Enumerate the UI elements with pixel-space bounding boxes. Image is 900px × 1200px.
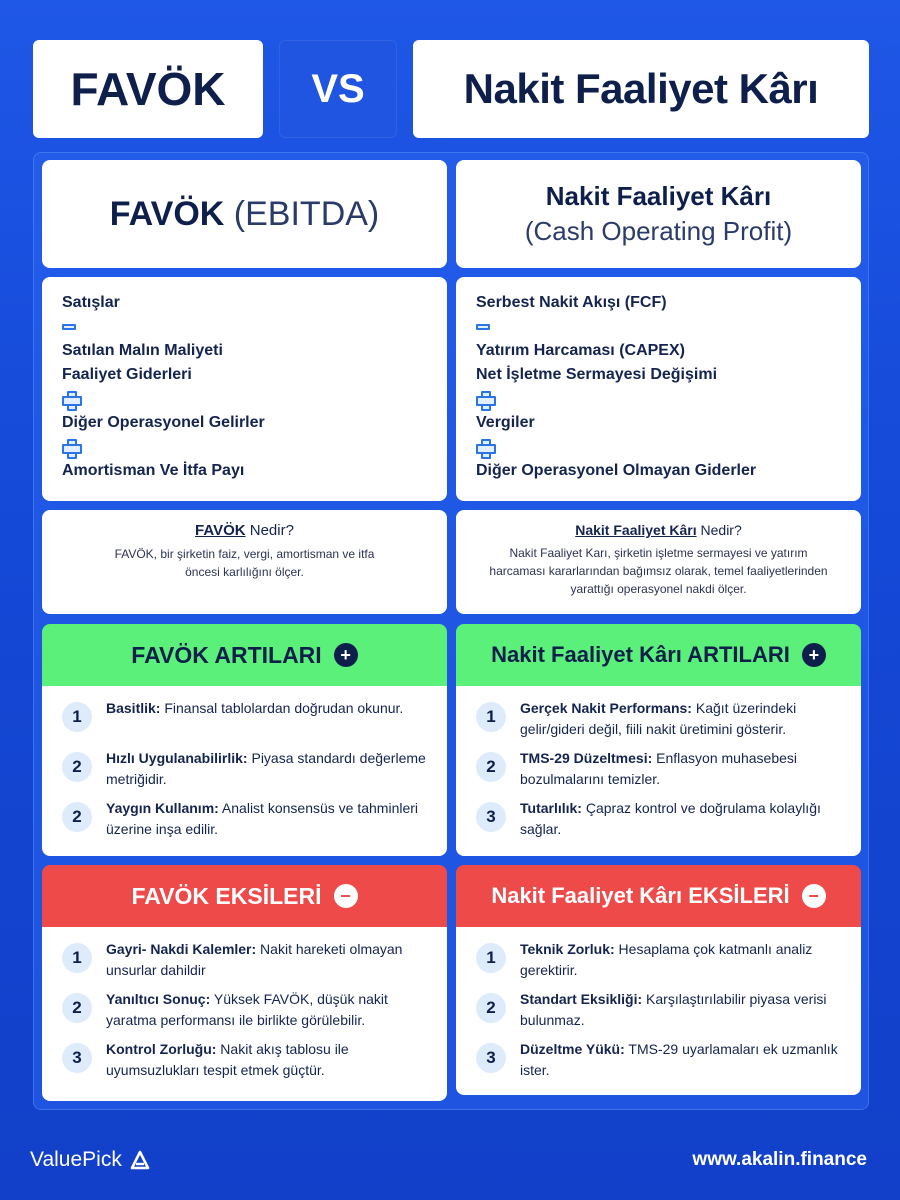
list-item [62,939,431,989]
right-definition-text: Nakit Faaliyet Karı, şirketin işletme sermayesi ve yatırım harcaması kararlarından bağımsız olarak, temel faaliyetlerinden yarattığı operasyonel nakdi ölçer. [489,546,828,596]
right-pros-list [456,686,861,856]
item-number: 1 [62,943,92,973]
valuepick-logo-icon [130,1150,150,1170]
item-number: 3 [476,1043,506,1073]
left-formula-card [42,277,447,501]
plus-operator [476,435,841,459]
list-item [476,1039,845,1089]
item-number: 2 [62,752,92,782]
website-link[interactable]: www.akalin.finance [692,1149,867,1170]
item-description: Piyasa standardı değerleme metriğidir. [106,750,426,787]
list-item [476,939,845,989]
right-cons-list [456,927,861,1095]
formula-term: Amortisman Ve İtfa Payı [62,462,245,479]
left-cons-title: FAVÖK EKSİLERİ [131,882,322,909]
formula-term: Diğer Operasyonel Gelirler [62,414,265,431]
item-text [106,989,431,1031]
formula-term: Serbest Nakit Akışı (FCF) [476,294,667,311]
list-item [62,748,431,798]
right-header-subtitle: (Cash Operating Profit) [524,216,793,246]
plus-icon [62,439,78,455]
left-cons-list [42,927,447,1101]
minus-circle-icon: − [802,884,826,908]
left-pros-title: FAVÖK ARTILARI [131,641,322,668]
minus-icon [62,324,76,330]
minus-circle-icon: − [334,884,358,908]
title-vs: VS [279,40,397,138]
item-label: Hızlı Uygulanabilirlik: [106,750,248,766]
definition-title-rest: Nedir? [696,522,742,538]
item-number: 2 [476,993,506,1023]
item-description: Çapraz kontrol ve doğrulama kolaylığı sağlar. [520,800,821,837]
item-number: 2 [476,752,506,782]
minus-icon [476,324,490,330]
item-label: Teknik Zorluk: [520,941,615,957]
left-header-card [42,160,447,268]
list-item [62,798,431,848]
item-text [520,748,845,790]
definition-title-rest: Nedir? [245,522,294,539]
left-header-title [110,195,380,234]
list-item [476,748,845,798]
item-text [106,798,431,840]
minus-operator [476,315,841,339]
plus-circle-icon: + [334,643,358,667]
item-description: TMS-29 uyarlamaları ek uzmanlık ister. [520,1041,838,1078]
left-pros-list [42,686,447,856]
title-favok: FAVÖK [33,40,263,138]
list-item [476,798,845,848]
item-text [520,989,845,1031]
definition-term: Nakit Faaliyet Kârı [575,522,697,538]
definition-term: FAVÖK [195,522,246,539]
formula-term: Satılan Malın Maliyeti [62,342,223,359]
item-description: Enflasyon muhasebesi bozulmalarını temizler. [520,750,798,787]
plus-circle-icon: + [802,643,826,667]
right-cons-title: Nakit Faaliyet Kârı EKSİLERİ [491,883,790,908]
item-description: Analist konsensüs ve tahminleri üzerine inşa edilir. [106,800,419,837]
formula-term: Diğer Operasyonel Olmayan Giderler [476,462,757,479]
item-label: Kontrol Zorluğu: [106,1041,217,1057]
item-text [520,798,845,840]
item-description: Kağıt üzerindeki gelir/gideri değil, fiili nakit üretimini gösterir. [520,700,797,737]
left-pros-header [42,624,447,686]
plus-icon [476,439,492,455]
item-text [106,939,431,981]
item-text [520,1039,845,1081]
right-definition-title [476,522,841,538]
item-number: 2 [62,993,92,1023]
minus-operator [62,315,427,339]
list-item [62,698,431,748]
item-description: Karşılaştırılabilir piyasa verisi bulunmaz. [520,991,827,1028]
item-number: 2 [62,802,92,832]
item-description: Hesaplama çok katmanlı analiz gerektirir. [520,941,813,978]
item-number: 1 [476,702,506,732]
right-pros-header [456,624,861,686]
item-text [520,939,845,981]
formula-term: Vergiler [476,414,535,431]
item-label: Tutarlılık: [520,800,582,816]
formula-term: Satışlar [62,294,120,311]
item-description: Nakit hareketi olmayan unsurlar dahildir [106,941,403,978]
plus-icon [476,391,492,407]
left-cons-header [42,865,447,927]
item-text [106,748,431,790]
item-text [106,698,403,719]
formula-term: Yatırım Harcaması (CAPEX) [476,342,685,359]
item-description: Yüksek FAVÖK, düşük nakit yaratma performansı ile birlikte görülebilir. [106,991,388,1028]
plus-icon [62,391,78,407]
brand-name: ValuePick [30,1148,122,1171]
item-number: 3 [62,1043,92,1073]
left-definition-title [62,522,427,539]
plus-operator [62,387,427,411]
plus-operator [476,387,841,411]
right-pros-title: Nakit Faaliyet Kârı ARTILARI [491,642,790,667]
item-label: Basitlik: [106,700,161,716]
right-header-card [456,160,861,268]
item-number: 1 [476,943,506,973]
item-label: Gerçek Nakit Performans: [520,700,692,716]
item-number: 1 [62,702,92,732]
item-label: Gayri- Nakdi Kalemler: [106,941,257,957]
item-description: Nakit akış tablosu ile uyumsuzlukları tespit etmek güçtür. [106,1041,349,1078]
item-text [106,1039,431,1081]
formula-term: Net İşletme Sermayesi Değişimi [476,366,718,383]
right-header-title: Nakit Faaliyet Kârı [545,181,772,211]
list-item [62,989,431,1039]
plus-operator [62,435,427,459]
item-label: TMS-29 Düzeltmesi: [520,750,653,766]
left-header-paren: (EBITDA) [233,194,380,233]
title-nakit-faaliyet-kari: Nakit Faaliyet Kârı [413,40,869,138]
item-label: Düzeltme Yükü: [520,1041,625,1057]
left-definition-text: FAVÖK, bir şirketin faiz, vergi, amortisman ve itfa öncesi karlılığını ölçer. [114,547,375,579]
item-label: Yanıltıcı Sonuç: [106,991,211,1007]
item-number: 3 [476,802,506,832]
item-description: Finansal tablolardan doğrudan okunur. [160,700,404,716]
list-item [476,698,845,748]
brand [30,1148,150,1172]
left-header-main: FAVÖK [109,194,225,233]
list-item [476,989,845,1039]
right-definition-card [456,510,861,614]
item-text [520,698,845,740]
item-label: Yaygın Kullanım: [106,800,219,816]
item-label: Standart Eksikliği: [520,991,643,1007]
right-cons-header [456,865,861,927]
list-item [62,1039,431,1089]
left-definition-card [42,510,447,614]
right-formula-card [456,277,861,501]
formula-term: Faaliyet Giderleri [62,366,192,383]
